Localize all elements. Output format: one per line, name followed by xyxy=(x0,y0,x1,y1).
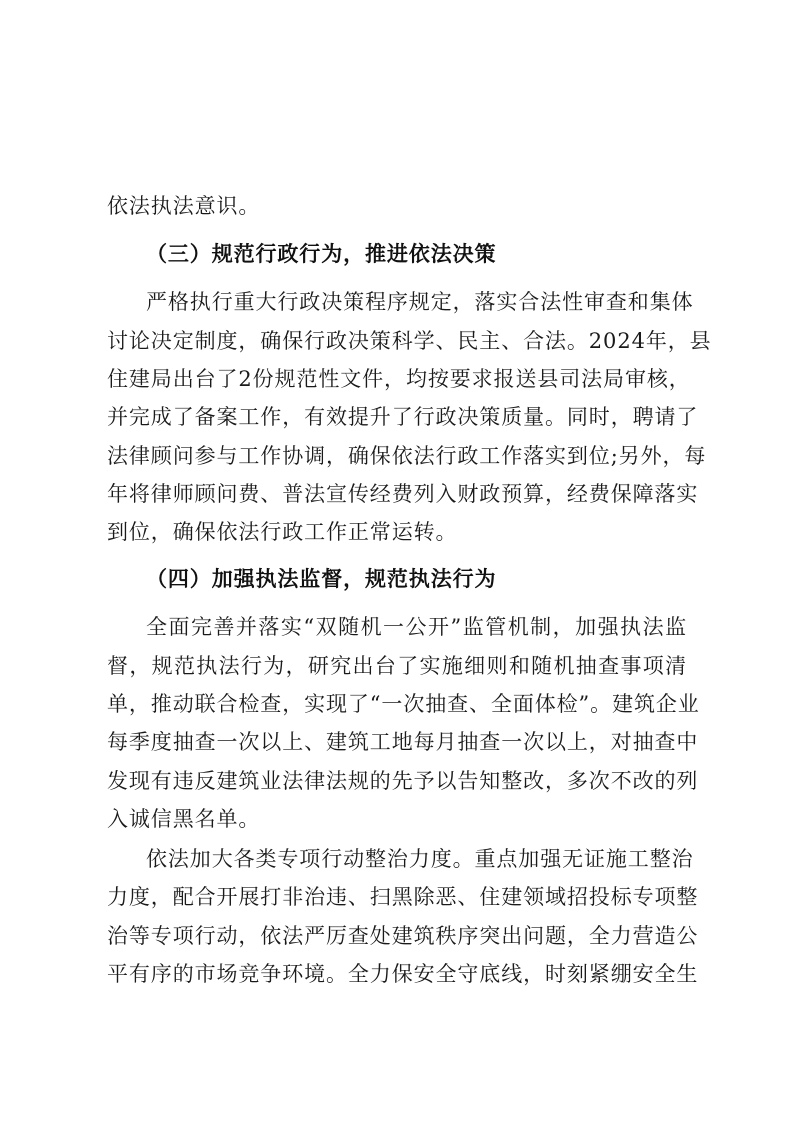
paragraph-line: 严格执行重大行政决策程序规定，落实合法性审查和集体 xyxy=(146,290,694,314)
paragraph-line: 入诚信黑名单。 xyxy=(107,807,261,831)
paragraph-line: 法律顾问参与工作协调，确保依法行政工作落实到位;另外，每 xyxy=(107,444,707,468)
paragraph-line: 全面完善并落实“双随机一公开”监管机制，加强执法监 xyxy=(146,615,687,639)
paragraph-line: 单，推动联合检查，实现了“一次抽查、全面体检”。建筑企业 xyxy=(107,692,700,716)
paragraph-line: 发现有违反建筑业法律法规的先予以告知整改，多次不改的列 xyxy=(107,769,699,793)
paragraph-line: 治等专项行动，依法严厉查处建筑秩序突出问题，全力营造公 xyxy=(107,924,699,948)
section-heading-4: （四）加强执法监督，规范执法行为 xyxy=(146,566,497,591)
paragraph-line: 依法执法意识。 xyxy=(107,194,261,218)
paragraph-line: 年将律师顾问费、普法宣传经费列入财政预算，经费保障落实 xyxy=(107,482,699,506)
paragraph-line: 依法加大各类专项行动整治力度。重点加强无证施工整治 xyxy=(146,847,694,871)
paragraph-line: 并完成了备案工作，有效提升了行政决策质量。同时，聘请了 xyxy=(107,405,699,429)
paragraph-line: 每季度抽查一次以上、建筑工地每月抽查一次以上，对抽查中 xyxy=(107,730,699,754)
paragraph-line: 力度，配合开展打非治违、扫黑除恶、住建领域招投标专项整 xyxy=(107,885,699,909)
paragraph-line: 平有序的市场竞争环境。全力保安全守底线，时刻紧绷安全生 xyxy=(107,962,699,986)
paragraph-line: 到位，确保依法行政工作正常运转。 xyxy=(107,520,458,544)
paragraph-line: 住建局出台了2份规范性文件，均按要求报送县司法局审核， xyxy=(107,367,691,391)
section-heading-3: （三）规范行政行为，推进依法决策 xyxy=(146,241,497,266)
paragraph-line: 讨论决定制度，确保行政决策科学、民主、合法。2024年，县 xyxy=(107,329,712,353)
paragraph-line: 督，规范执法行为，研究出台了实施细则和随机抽查事项清 xyxy=(107,654,687,678)
